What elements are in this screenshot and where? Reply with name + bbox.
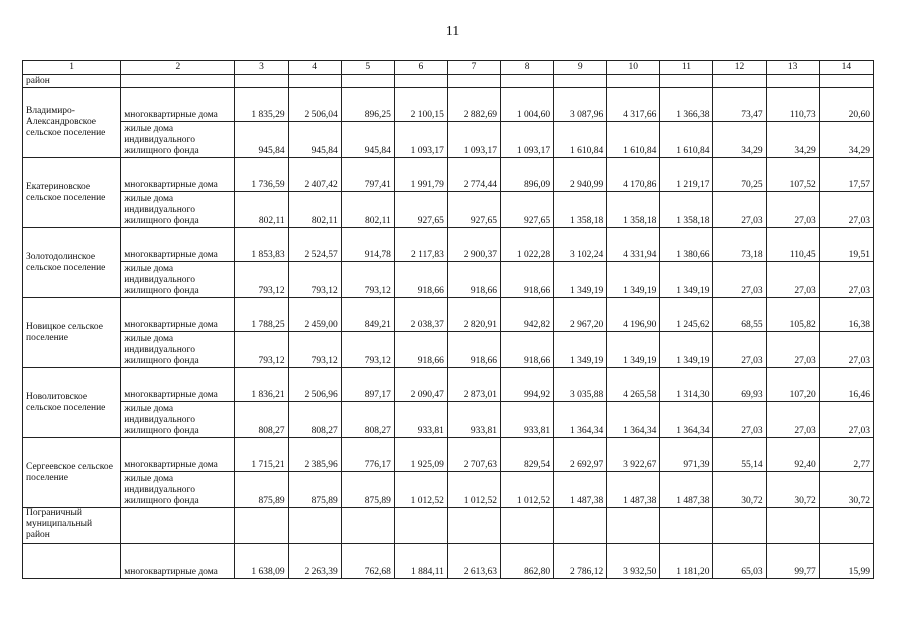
empty-cell [607,75,660,88]
empty-cell [554,508,607,544]
empty-cell [607,508,660,544]
value-cell: 875,89 [288,472,341,508]
value-cell: 808,27 [341,402,394,438]
value-cell: 1 349,19 [554,262,607,298]
value-cell: 2 707,63 [447,438,500,472]
empty-cell [447,75,500,88]
continued-district-label: район [23,75,121,88]
value-cell: 762,68 [341,544,394,579]
empty-cell [447,508,500,544]
empty-cell [394,508,447,544]
value-cell: 69,93 [713,368,766,402]
continued-district-row [23,75,874,88]
table-row [23,158,874,192]
value-cell: 808,27 [288,402,341,438]
value-cell: 34,29 [713,122,766,158]
value-cell: 2 820,91 [447,298,500,332]
table-row [23,544,874,579]
value-cell: 27,03 [766,192,819,228]
housing-type: жилые дома индивидуального жилищного фонда [121,332,235,368]
value-cell: 2 506,96 [288,368,341,402]
value-cell: 2 506,04 [288,88,341,122]
empty-cell [288,75,341,88]
value-cell: 110,73 [766,88,819,122]
value-cell: 2 786,12 [554,544,607,579]
value-cell: 1 245,62 [660,298,713,332]
value-cell: 1 364,34 [660,402,713,438]
value-cell: 1 487,38 [660,472,713,508]
value-cell: 2 967,20 [554,298,607,332]
settlement-name: Новолитовское сельское поселение [23,368,121,438]
value-cell: 776,17 [341,438,394,472]
value-cell: 1 004,60 [501,88,554,122]
value-cell: 3 922,67 [607,438,660,472]
value-cell: 875,89 [341,472,394,508]
column-number: 7 [447,61,500,75]
value-cell: 1 012,52 [394,472,447,508]
value-cell: 2 900,37 [447,228,500,262]
value-cell: 802,11 [341,192,394,228]
value-cell: 1 610,84 [607,122,660,158]
empty-cell [713,508,766,544]
empty-cell [235,75,288,88]
value-cell: 1 991,79 [394,158,447,192]
value-cell: 927,65 [501,192,554,228]
value-cell: 27,03 [766,262,819,298]
column-number: 6 [394,61,447,75]
value-cell: 99,77 [766,544,819,579]
value-cell: 27,03 [766,332,819,368]
empty-cell [660,508,713,544]
value-cell: 16,46 [819,368,873,402]
column-number-row [23,61,874,75]
value-cell: 65,03 [713,544,766,579]
value-cell: 797,41 [341,158,394,192]
value-cell: 1 364,34 [607,402,660,438]
value-cell: 918,66 [447,262,500,298]
value-cell: 2 524,57 [288,228,341,262]
value-cell: 73,47 [713,88,766,122]
column-number: 5 [341,61,394,75]
empty-cell [713,75,766,88]
value-cell: 918,66 [501,332,554,368]
empty-cell [121,508,235,544]
housing-type: жилые дома индивидуального жилищного фонда [121,262,235,298]
settlement-name: Новицкое сельское поселение [23,298,121,368]
value-cell: 1 093,17 [447,122,500,158]
value-cell: 30,72 [819,472,873,508]
value-cell: 34,29 [819,122,873,158]
value-cell: 945,84 [341,122,394,158]
housing-type: многоквартирные дома [121,228,235,262]
settlement-name: Екатериновское сельское поселение [23,158,121,228]
value-cell: 849,21 [341,298,394,332]
table-row [23,402,874,438]
table-row [23,88,874,122]
value-cell: 2 038,37 [394,298,447,332]
empty-cell [501,75,554,88]
value-cell: 896,09 [501,158,554,192]
value-cell: 1 788,25 [235,298,288,332]
value-cell: 2 100,15 [394,88,447,122]
value-cell: 971,39 [660,438,713,472]
value-cell: 2 117,83 [394,228,447,262]
value-cell: 808,27 [235,402,288,438]
value-cell: 933,81 [501,402,554,438]
value-cell: 34,29 [766,122,819,158]
table-row [23,472,874,508]
value-cell: 1 487,38 [554,472,607,508]
value-cell: 1 358,18 [660,192,713,228]
housing-type: многоквартирные дома [121,88,235,122]
value-cell: 927,65 [447,192,500,228]
district-row [23,508,874,544]
housing-type: жилые дома индивидуального жилищного фонда [121,122,235,158]
empty-cell [394,75,447,88]
value-cell: 862,80 [501,544,554,579]
settlement-name: Владимиро-Александровское сельское поселение [23,88,121,158]
housing-type: многоквартирные дома [121,544,235,579]
value-cell: 945,84 [235,122,288,158]
value-cell: 1 349,19 [660,262,713,298]
empty-cell [341,75,394,88]
column-number: 10 [607,61,660,75]
value-cell: 918,66 [394,332,447,368]
column-number: 9 [554,61,607,75]
value-cell: 2 385,96 [288,438,341,472]
value-cell: 1 349,19 [660,332,713,368]
value-cell: 20,60 [819,88,873,122]
value-cell: 1 835,29 [235,88,288,122]
value-cell: 1 349,19 [554,332,607,368]
value-cell: 27,03 [713,402,766,438]
value-cell: 68,55 [713,298,766,332]
value-cell: 897,17 [341,368,394,402]
value-cell: 1 638,09 [235,544,288,579]
value-cell: 918,66 [394,262,447,298]
value-cell: 918,66 [447,332,500,368]
value-cell: 30,72 [713,472,766,508]
value-cell: 17,57 [819,158,873,192]
value-cell: 2 459,00 [288,298,341,332]
value-cell: 27,03 [819,262,873,298]
district-name: Пограничный муниципальный район [23,508,121,544]
value-cell: 92,40 [766,438,819,472]
value-cell: 802,11 [235,192,288,228]
value-cell: 918,66 [501,262,554,298]
value-cell: 27,03 [713,332,766,368]
value-cell: 30,72 [766,472,819,508]
value-cell: 3 932,50 [607,544,660,579]
value-cell: 4 317,66 [607,88,660,122]
value-cell: 1 364,34 [554,402,607,438]
empty-cell [554,75,607,88]
empty-cell [766,508,819,544]
value-cell: 15,99 [819,544,873,579]
column-number: 14 [819,61,873,75]
value-cell: 793,12 [288,332,341,368]
column-number: 13 [766,61,819,75]
value-cell: 1 610,84 [554,122,607,158]
value-cell: 933,81 [447,402,500,438]
column-number: 3 [235,61,288,75]
value-cell: 1 012,52 [501,472,554,508]
value-cell: 3 087,96 [554,88,607,122]
housing-type: жилые дома индивидуального жилищного фонда [121,192,235,228]
value-cell: 1 925,09 [394,438,447,472]
value-cell: 1 366,38 [660,88,713,122]
value-cell: 1 219,17 [660,158,713,192]
table-row [23,368,874,402]
table-row [23,298,874,332]
value-cell: 1 093,17 [501,122,554,158]
value-cell: 793,12 [341,262,394,298]
value-cell: 2 692,97 [554,438,607,472]
value-cell: 994,92 [501,368,554,402]
value-cell: 1 093,17 [394,122,447,158]
tariff-table [22,60,874,579]
empty-cell [819,508,873,544]
value-cell: 1 349,19 [607,262,660,298]
value-cell: 107,20 [766,368,819,402]
housing-type: многоквартирные дома [121,368,235,402]
empty-cell [766,75,819,88]
column-number: 4 [288,61,341,75]
value-cell: 4 196,90 [607,298,660,332]
value-cell: 105,82 [766,298,819,332]
value-cell: 73,18 [713,228,766,262]
column-number: 8 [501,61,554,75]
value-cell: 927,65 [394,192,447,228]
value-cell: 2,77 [819,438,873,472]
value-cell: 2 882,69 [447,88,500,122]
value-cell: 942,82 [501,298,554,332]
housing-type: многоквартирные дома [121,438,235,472]
value-cell: 27,03 [713,262,766,298]
table-row [23,122,874,158]
value-cell: 1 012,52 [447,472,500,508]
value-cell: 1 181,20 [660,544,713,579]
empty-cell [819,75,873,88]
column-number: 2 [121,61,235,75]
value-cell: 4 265,58 [607,368,660,402]
table-row [23,262,874,298]
value-cell: 27,03 [713,192,766,228]
column-number: 11 [660,61,713,75]
value-cell: 1 358,18 [607,192,660,228]
value-cell: 2 613,63 [447,544,500,579]
value-cell: 1 349,19 [607,332,660,368]
housing-type: многоквартирные дома [121,298,235,332]
table-row [23,192,874,228]
empty-cell [288,508,341,544]
value-cell: 933,81 [394,402,447,438]
empty-cell [121,75,235,88]
table-row [23,332,874,368]
value-cell: 27,03 [819,332,873,368]
value-cell: 16,38 [819,298,873,332]
value-cell: 1 836,21 [235,368,288,402]
value-cell: 2 940,99 [554,158,607,192]
value-cell: 945,84 [288,122,341,158]
value-cell: 27,03 [766,402,819,438]
value-cell: 793,12 [288,262,341,298]
value-cell: 4 170,86 [607,158,660,192]
value-cell: 793,12 [235,262,288,298]
empty-cell [23,544,121,579]
table-row [23,228,874,262]
value-cell: 793,12 [341,332,394,368]
value-cell: 914,78 [341,228,394,262]
value-cell: 1 715,21 [235,438,288,472]
housing-type: жилые дома индивидуального жилищного фонда [121,402,235,438]
settlement-name: Сергеевское сельское поселение [23,438,121,508]
column-number: 1 [23,61,121,75]
value-cell: 2 873,01 [447,368,500,402]
value-cell: 2 774,44 [447,158,500,192]
value-cell: 2 407,42 [288,158,341,192]
value-cell: 1 736,59 [235,158,288,192]
value-cell: 70,25 [713,158,766,192]
value-cell: 1 314,30 [660,368,713,402]
value-cell: 4 331,94 [607,228,660,262]
value-cell: 1 610,84 [660,122,713,158]
value-cell: 1 380,66 [660,228,713,262]
value-cell: 829,54 [501,438,554,472]
empty-cell [660,75,713,88]
value-cell: 1 487,38 [607,472,660,508]
value-cell: 110,45 [766,228,819,262]
value-cell: 2 263,39 [288,544,341,579]
value-cell: 27,03 [819,192,873,228]
housing-type: жилые дома индивидуального жилищного фонда [121,472,235,508]
table-row [23,438,874,472]
value-cell: 896,25 [341,88,394,122]
value-cell: 55,14 [713,438,766,472]
empty-cell [341,508,394,544]
value-cell: 3 102,24 [554,228,607,262]
value-cell: 107,52 [766,158,819,192]
empty-cell [235,508,288,544]
value-cell: 875,89 [235,472,288,508]
page-number: 11 [445,24,460,39]
value-cell: 2 090,47 [394,368,447,402]
value-cell: 27,03 [819,402,873,438]
value-cell: 1 853,83 [235,228,288,262]
value-cell: 793,12 [235,332,288,368]
value-cell: 19,51 [819,228,873,262]
value-cell: 1 884,11 [394,544,447,579]
housing-type: многоквартирные дома [121,158,235,192]
value-cell: 1 358,18 [554,192,607,228]
empty-cell [501,508,554,544]
value-cell: 3 035,88 [554,368,607,402]
value-cell: 802,11 [288,192,341,228]
settlement-name: Золотодолинское сельское поселение [23,228,121,298]
column-number: 12 [713,61,766,75]
value-cell: 1 022,28 [501,228,554,262]
